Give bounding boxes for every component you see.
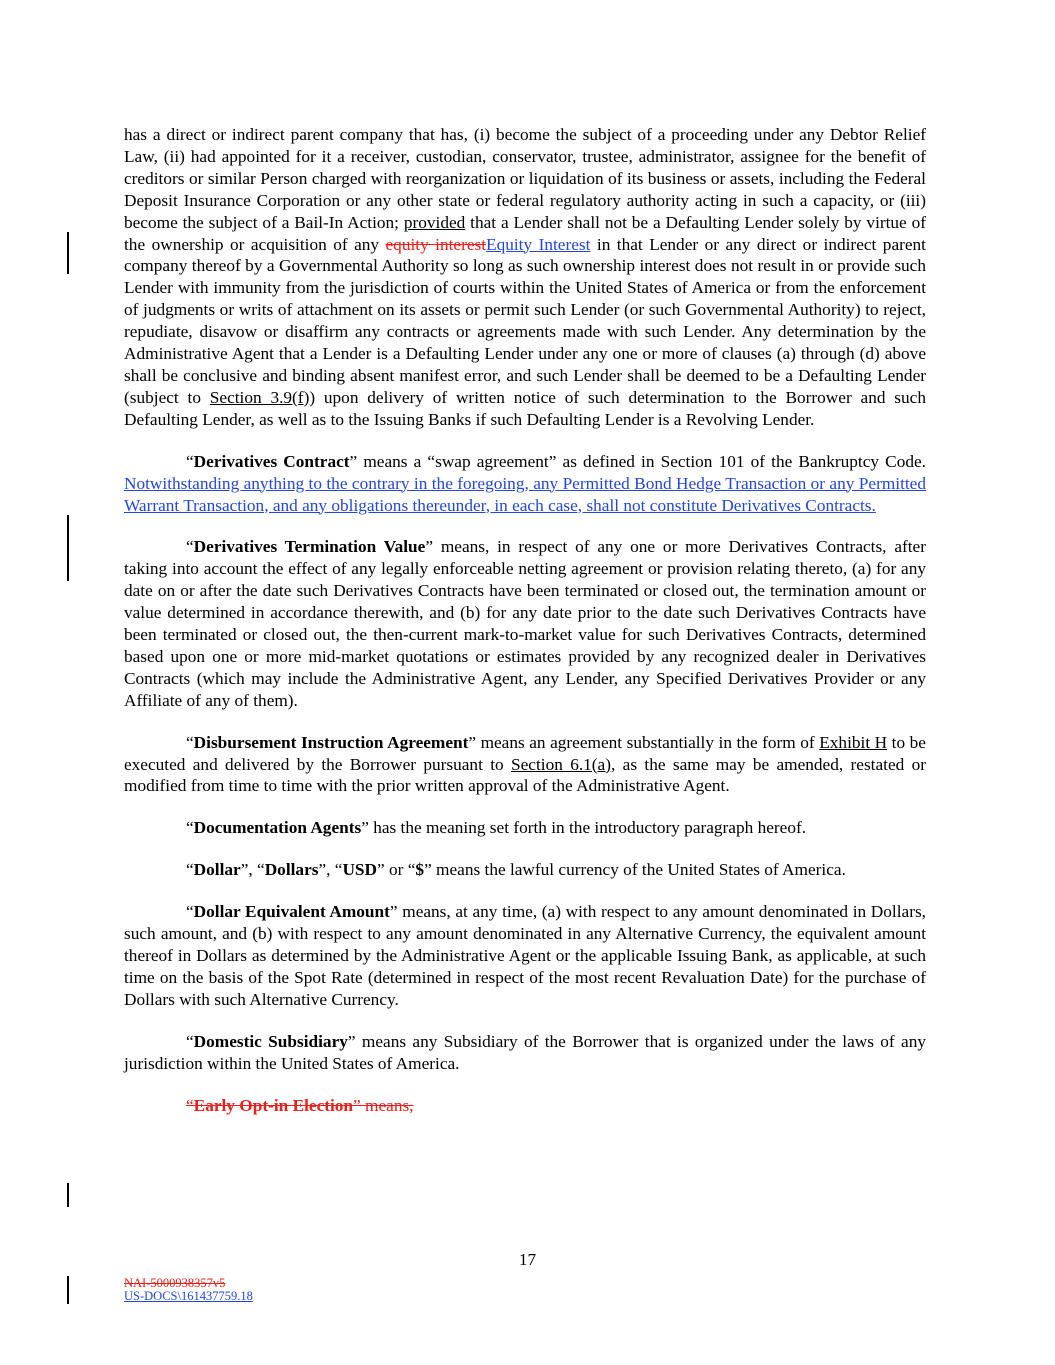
inserted-text: Equity Interest	[486, 234, 591, 254]
change-bar	[67, 515, 69, 581]
defined-term: Dollar	[193, 860, 241, 880]
footer-old-doc-id: NAI-5000938357v5	[124, 1276, 226, 1290]
defined-term: Dollars	[264, 860, 319, 880]
defined-term: Derivatives Contract	[193, 451, 350, 471]
document-body	[124, 124, 926, 1136]
deleted-text: equity interest	[385, 234, 487, 254]
definition-dollar-equivalent-amount: “Dollar Equivalent Amount” means, at any time, (a) with respect to any amount denominated in Dollars, such amount, and (b) with respect to any amount denominated in any Alternative Currency, the equivalent amount thereof in Dollars as determined by the Administrative Agent or the applicable Issuing Bank, as applicable, at such time on the basis of the Spot Rate (determined in respect of the most recent Revaluation Date) for the purchase of Dollars with such Alternative Currency.	[124, 902, 926, 1009]
page-number: 17	[518, 1250, 537, 1269]
inserted-text: Notwithstanding anything to the contrary in the foregoing, any Permitted Bond Hedge Transaction or any Permitted Warrant Transaction, and any obligations thereunder, in each case, shall not constitute Derivatives Contracts.	[124, 473, 926, 515]
definition-derivatives-contract: “Derivatives Contract” means a “swap agreement” as defined in Section 101 of the Bankruptcy Code. Notwithstanding anything to the contrary in the foregoing, any Permitted Bond Hedge Transaction or any Permitted Warrant Transaction, and any obligations thereunder, in each case, shall not constitute Derivatives Contracts.	[124, 451, 926, 515]
definition-derivatives-termination-value: “Derivatives Termination Value” means, in respect of any one or more Derivatives Contracts, after taking into account the effect of any legally enforceable netting agreement or provision relating thereto, (a) for any date on or after the date such Derivatives Contracts have been terminated or closed out, the termination amount or value determined in accordance therewith, and (b) for any date prior to the date such Derivatives Contracts have been terminated or closed out, the then-current mark-to-market value for such Derivatives Contracts, determined based upon one or more mid-market quotations or estimates provided by any recognized dealer in Derivatives Contracts (which may include the Administrative Agent, any Lender, any Specified Derivatives Provider or any Affiliate of any of them).	[124, 537, 926, 710]
section-reference: Section 6.1(a)	[511, 754, 611, 774]
defined-term: Dollar Equivalent Amount	[193, 902, 390, 922]
definition-domestic-subsidiary: “Domestic Subsidiary” means any Subsidiary of the Borrower that is organized under the laws of any jurisdiction within the United States of America.	[124, 1031, 926, 1073]
change-bar	[67, 1183, 69, 1207]
document-footer	[124, 1277, 253, 1303]
change-bar	[67, 232, 69, 274]
defined-term: Documentation Agents	[193, 818, 362, 838]
definition-disbursement-instruction-agreement: “Disbursement Instruction Agreement” means an agreement substantially in the form of Exhibit H to be executed and delivered by the Borrower pursuant to Section 6.1(a), as the same may be amended, restated or modified from time to time with the prior written approval of the Administrative Agent.	[124, 732, 926, 796]
defined-term: Early Opt-in Election	[193, 1095, 354, 1115]
defaulting-lender-continuation: has a direct or indirect parent company that has, (i) become the subject of a proceeding under any Debtor Relief Law, (ii) had appointed for it a receiver, custodian, conservator, trustee, administrator, assignee for the benefit of creditors or similar Person charged with reorganization or liquidation of its business or assets, including the Federal Deposit Insurance Corporation or any other state or federal regulatory authority acting in such a capacity, or (iii) become the subject of a Bail-In Action; provided that a Lender shall not be a Defaulting Lender solely by virtue of the ownership or acquisition of any equity interestEquity Interest in that Lender or any direct or indirect parent company thereof by a Governmental Authority so long as such ownership interest does not result in or provide such Lender with immunity from the jurisdiction of courts within the United States of America or from the enforcement of judgments or writs of attachment on its assets or permit such Lender (or such Governmental Authority) to reject, repudiate, disavow or disaffirm any contracts or agreements made with such Lender. Any determination by the Administrative Agent that a Lender is a Defaulting Lender under any one or more of clauses (a) through (d) above shall be conclusive and binding absent manifest error, and such Lender shall be deemed to be a Defaulting Lender (subject to Section 3.9(f)) upon delivery of written notice of such determination to the Borrower and such Defaulting Lender, as well as to the Issuing Banks if such Defaulting Lender is a Revolving Lender.	[124, 125, 927, 429]
definition-documentation-agents: “Documentation Agents” has the meaning set forth in the introductory paragraph hereof.	[186, 818, 807, 838]
defined-term: USD	[342, 860, 378, 880]
section-reference: Section 3.9(f)	[209, 387, 310, 407]
provided-term: provided	[403, 212, 466, 232]
change-bar	[67, 1276, 69, 1304]
definition-dollar: “Dollar”, “Dollars”, “USD” or “$” means the lawful currency of the United States of America.	[186, 860, 846, 880]
defined-term: Disbursement Instruction Agreement	[193, 732, 469, 752]
defined-term: Domestic Subsidiary	[193, 1031, 348, 1051]
defined-term: Derivatives Termination Value	[193, 537, 426, 557]
exhibit-reference: Exhibit H	[819, 732, 888, 752]
footer-new-doc-id: US-DOCS\161437759.18	[124, 1289, 253, 1303]
defined-term: $	[415, 860, 425, 880]
definition-early-opt-in-election-deleted: “Early Opt-in Election” means,	[186, 1095, 414, 1115]
